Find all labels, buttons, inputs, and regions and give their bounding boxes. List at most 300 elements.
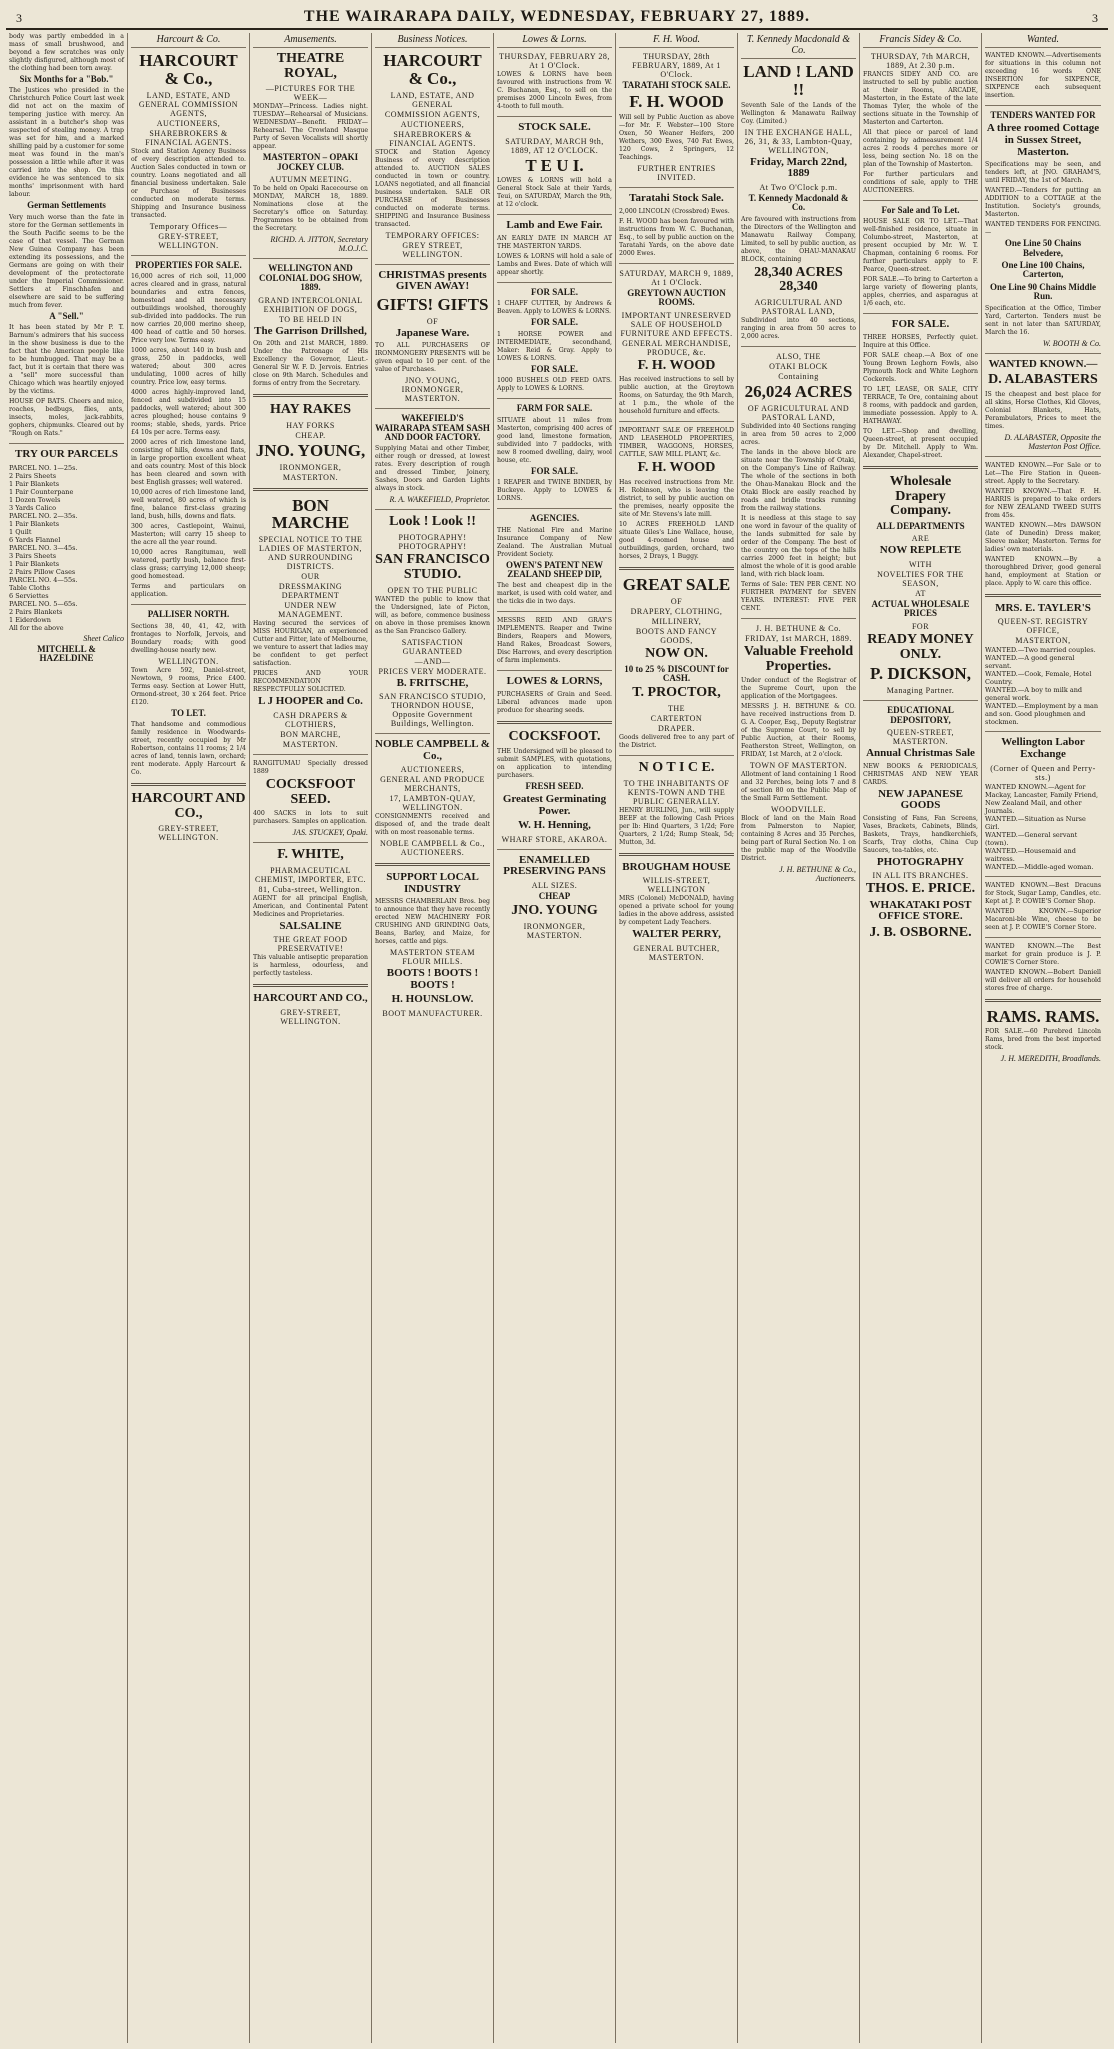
column-rule <box>619 421 734 422</box>
article-text: The Justices who presided in the Christchurch Police Court last week did not act on the maxim of tempering justice with mercy. An assistant in a butcher's shop was suspected of stealing money. A trap was set for him, and a marked shilling paid by a customer for some meat was found in the man's possession a little while after it was carried into the shop. On this evidence he was sentenced to six months' imprisonment with hard labour. <box>9 87 124 199</box>
ad-title: ALL DEPARTMENTS <box>876 521 965 532</box>
article-text: F. H. WOOD has been favoured with instructions from W. C. Buchanan, Esq., to sell by public auction on the Taratahi Yards, on the above date 2000 Ewes. <box>619 217 734 257</box>
double-rule <box>253 394 368 397</box>
ad-subtitle: PRICES VERY MODERATE. <box>378 666 487 676</box>
article-text: 4000 acres highly-improved land, fenced and subdivided into 15 paddocks, well watered; about 300 acres ploughed; house contains 9 rooms; stable, sheds, yards. Price £4 10s per acre. Terms easy. <box>131 389 246 437</box>
article-text: Very much worse than the fate in store for the German settlements in the South Pacific seems to be the case of that vessel. The German New Guinea Company has been extending its possessions, and the Germans are going on with their development of the protectorate under the Imperial Commissioner. Settlers at Finschhafen and elsewhere are said to be suffering much from fever. <box>9 213 124 309</box>
article-text: MRS (Colonel) McDONALD, having opened a private school for young ladies in the above address, assisted by competent Lady Teachers. <box>619 895 734 927</box>
article-text: AGENT for all principal English, American, and Continental Patent Medicines and Proprietaries. <box>253 894 368 918</box>
ad-subtitle: QUEEN-ST. REGISTRY OFFICE, <box>997 617 1089 636</box>
ad-subtitle: OF AGRICULTURAL AND PASTORAL LAND, <box>747 403 850 422</box>
ad-subtitle: SATISFACTION GUARANTEED <box>401 637 464 656</box>
ad-title: German Settlements <box>27 200 106 211</box>
ad-subtitle: PHOTOGRAPHY! PHOTOGRAPHY! <box>398 533 467 552</box>
ad-title: FARM FOR SALE. <box>516 403 593 414</box>
ad-title: PHOTOGRAPHY <box>876 855 965 868</box>
ad-subtitle: ALL SIZES. <box>531 880 578 890</box>
ad-title: GREAT SALE <box>622 575 731 595</box>
column-heading: Harcourt & Co. <box>131 33 246 48</box>
ad-title: RAMS. RAMS. <box>986 1006 1100 1026</box>
ad-title: Friday, March 22nd, 1889 <box>750 155 847 180</box>
ad-subtitle: HAY FORKS <box>286 420 335 430</box>
column-rule <box>863 200 978 201</box>
ad-title: Wellington Labor Exchange <box>1001 736 1085 761</box>
ad-title: W. H. Henning, <box>518 819 591 832</box>
ad-subtitle: THE <box>667 704 686 714</box>
ad-subtitle: SHAREBROKERS & FINANCIAL AGENTS. <box>145 128 232 147</box>
ad-subtitle: TOWN OF MASTERTON. <box>749 761 848 771</box>
ad-signature: RICHD. A. JITTON, Secretary M.O.J.C. <box>270 235 368 254</box>
ad-subtitle: DRAPER. <box>657 724 696 734</box>
ad-subtitle: TO BE HELD IN <box>278 314 342 324</box>
article-text: 10 ACRES FREEHOLD LAND situate Giles's Line Wallace, house, good 4-roomed house and outbuildings, garden, orchard, two horses, 2 Drays, 1 Buggy. <box>619 521 734 561</box>
article-text: Sections 38, 40, 41, 42, with frontages to Norfolk, Jervois, and Boundary roads; with good dwelling-house nearly new. <box>131 622 246 654</box>
column-rule <box>375 733 490 734</box>
ad-subtitle: COMMISSION AGENTS, <box>384 109 481 119</box>
ad-subtitle: WOODVILLE. <box>771 805 826 815</box>
double-rule <box>131 783 246 786</box>
column-rule <box>619 755 734 756</box>
column-rule <box>497 398 612 399</box>
column-rule <box>497 670 612 671</box>
ad-subtitle: TEMPORARY OFFICES: <box>385 230 480 240</box>
ad-title: SALSALINE <box>279 919 342 932</box>
list-item: Table Cloths <box>9 583 50 592</box>
column-7 <box>738 33 860 2043</box>
article-text: 1000 acres, about 140 in bush and grass, 250 in paddocks, well watered; about 300 acres undulating, 1000 acres of hilly country. Price low, easy terms. <box>131 347 246 387</box>
ad-title: LOWES & LORNS, <box>506 675 603 688</box>
ad-title: ACTUAL WHOLESALE PRICES <box>871 599 970 619</box>
ad-subtitle: WITH <box>909 560 932 570</box>
list-item: 1 Quilt <box>9 527 32 536</box>
article-text: WANTED.—Tenders for putting an ADDITION to a COTTAGE at the Institution. Society's grounds, Masterton. <box>985 187 1101 219</box>
column-5 <box>494 33 616 2043</box>
article-text: Allotment of land containing 1 Rood and 32 Perches, being lots 7 and 8 of section 80 on the Public Map of the Small Farm Settlement. <box>741 771 856 803</box>
article-text: body was partly embedded in a mass of small brushwood, and beyond a few scratches was only slightly disfigured, although most of the clothing had been torn away. <box>9 33 124 72</box>
ad-subtitle: (Corner of Queen and Perry-sts.) <box>990 763 1096 782</box>
list-item: WANTED.—Housemaid and waitress. <box>985 846 1076 863</box>
ad-subtitle: Containing <box>778 372 819 382</box>
list-item: PARCEL NO. 3—45s. <box>9 543 78 552</box>
column-heading: F. H. Wood. <box>619 33 734 48</box>
ad-title: READY MONEY ONLY. <box>867 631 974 662</box>
ad-title: LAND ! LAND !! <box>743 62 854 99</box>
list-item: WANTED.—Middle-aged woman. <box>985 862 1094 871</box>
ad-title: N O T I C E. <box>638 760 715 776</box>
ad-title: One Line 100 Chains, Carterton, <box>1001 259 1085 280</box>
article-text: AN EARLY DATE IN MARCH AT THE MASTERTON YARDS. <box>497 234 612 250</box>
article-text: 1 HORSE POWER and INTERMEDIATE, secondhand, Maker: Reid & Gray. Apply to LOWES & LORNS. <box>497 330 612 362</box>
ad-title: FRESH SEED. <box>525 780 584 791</box>
ad-subtitle: GENERAL BUTCHER, MASTERTON. <box>633 943 720 962</box>
article-text: The best and cheapest dip in the market, is used with cold water, and the ticks die in two days. <box>497 582 612 606</box>
ad-title: HARCOURT AND CO., <box>131 791 246 821</box>
article-text: MONDAY—Princess. Ladies night. TUESDAY—Rehearsal of Musicians. WEDNESDAY—Benefit. FRIDAY—Rehearsal. The Crowland Masque Party of Seven Vocalists will shortly appear. <box>253 103 368 151</box>
ad-title: THEATRE ROYAL, <box>276 51 345 81</box>
ad-subtitle: GREY-STREET, WELLINGTON. <box>280 1008 341 1027</box>
columns-container <box>6 33 1108 2043</box>
ad-title: T E U I. <box>525 155 584 175</box>
list-item: WANTED.—A good general servant. <box>985 654 1075 671</box>
article-text: Town Acre 592, Daniel-street, Newtown, 9 rooms, Price £400. Terms easy. Section at Lower Hutt, Ormond-street, 30 x 264 feet. Price £120. <box>131 666 246 706</box>
ad-title: J. B. OSBORNE. <box>869 924 972 940</box>
list-item: WANTED.—A boy to milk and general work. <box>985 686 1083 703</box>
ad-subtitle: WHARF STORE, AKAROA. <box>501 834 608 844</box>
double-rule <box>863 466 978 469</box>
column-rule <box>253 258 368 259</box>
column-rule <box>985 731 1101 732</box>
article-text: 300 acres, Castlepoint, Wainui, Masterton; will carry 15 sheep to the acre all the year round. <box>131 523 246 547</box>
article-text: 400 SACKS in lots to suit purchasers. Samples on application. <box>253 810 368 826</box>
column-rule <box>9 443 124 444</box>
column-rule <box>619 263 734 264</box>
article-text: WANTED KNOWN.—Bobert Daniell will deliver all orders for household stores free of charge. <box>985 968 1101 992</box>
double-rule <box>253 488 368 491</box>
ad-title: AGENCIES. <box>529 513 580 524</box>
ad-title: PROPERTIES FOR SALE. <box>135 259 242 270</box>
list-item: 1 Pair Blankets <box>9 559 60 568</box>
list-item: WANTED.—Situation as Nurse Girl. <box>985 814 1086 831</box>
column-rule <box>985 937 1101 938</box>
ad-subtitle: GENERAL MERCHANDISE, PRODUCE, &c. <box>622 338 731 357</box>
ad-subtitle: Temporary Offices— <box>149 221 228 231</box>
column-rule <box>985 353 1101 354</box>
ad-subtitle: DRESSMAKING DEPARTMENT <box>278 582 343 601</box>
article-text: LOWES & LORNS will hold a sale of Lambs and Ewes. Date of which will appear shortly. <box>497 252 612 276</box>
ad-title: FOR SALE. <box>891 318 950 331</box>
article-text: IS the cheapest and best place for all skins, Horse Clothes, Kid Gloves, Colonial Blankets, Hats, Perambulators, Prices to meet the times. <box>985 390 1101 430</box>
column-rule <box>863 313 978 314</box>
ad-title: JNO. YOUNG <box>511 903 598 919</box>
ad-title: BON MARCHE <box>271 495 350 533</box>
article-text: FOR SALE.—To bring to Carterton a large variety of flowering plants, apples, cherries, and asparagus at 1/6 each, etc. <box>863 276 978 308</box>
article-text: Having secured the services of MISS HOURIGAN, an experienced Cutter and Fitter, late of Melbourne, we venture to assert that ladies may be confident to get perfect satisfaction. <box>253 620 368 668</box>
ad-subtitle: At Two O'Clock p.m. <box>759 182 838 192</box>
list-item: 3 Yards Calico <box>9 503 57 512</box>
ad-title: Look ! Look !! <box>389 514 476 530</box>
page-number-right: 3 <box>1091 11 1098 25</box>
ad-list <box>985 646 1101 726</box>
ad-subtitle: GREY-STREET, WELLINGTON. <box>158 824 219 843</box>
article-text: All that piece or parcel of land containing by admeasurement 1/4 acres 2 roods 4 perches more or less, being section No. 18 on the plan of the Township of Masterton. <box>863 129 978 168</box>
article-text: FOR SALE.—60 Purebred Lincoln Rams, bred from the best imported stock. <box>985 1028 1101 1052</box>
ad-subtitle: 81, Cuba-street, Wellington. <box>258 884 363 894</box>
article-text: HOUSE SALE OR TO LET.—That well-finished residence, situate in Columbo-street, Masterton, at present occupied by Mr. W. T. Chapman, containing 6 rooms. For further particulars apply to F. Pearce, Queen-street. <box>863 218 978 274</box>
article-text: NEW BOOKS & PERIODICALS, CHRISTMAS AND NEW YEAR CARDS. <box>863 762 978 786</box>
ad-subtitle: UNDER NEW MANAGEMENT. <box>278 601 343 620</box>
ad-subtitle: OF <box>670 596 683 606</box>
article-text: HOUSE OF BATS. Cheers and mice, roaches, bedbugs, flies, ants, insects, moles, jack-rabbits, gophers, chipmunks. Cleared out by "Rough on Rats." <box>9 398 124 438</box>
list-item: 2 Pairs Pillow Cases <box>9 567 76 576</box>
page-number-left: 3 <box>16 11 22 25</box>
ad-title: One Line 90 Chains Middle Run. <box>989 281 1097 302</box>
ad-title: A "Sell." <box>49 310 84 321</box>
article-text: WANTED KNOWN.—By a thoroughbred Driver, good general hand, employment at Station or place. Apply to W. care this office. <box>985 555 1101 587</box>
article-text: That handsome and commodious family residence in Woodwards-street, recently occupied by Mr Robertson, contains 11 rooms; 2 1/4 acres of land, tennis lawn, orchard; rent moderate. Apply Harcourt & Co. <box>131 721 246 776</box>
column-heading: Business Notices. <box>375 33 490 48</box>
ad-subtitle: MASTERTON. <box>282 472 339 482</box>
column-rule <box>497 849 612 850</box>
ad-signature: D. ALABASTER, Opposite the Masterton Post Office. <box>1004 432 1101 451</box>
article-text: WANTED KNOWN.—For Sale or to Let—The Fire Station in Queen-street. Apply to the Secretary. <box>985 461 1101 485</box>
ad-subtitle: GENERAL AND PRODUCE MERCHANTS, <box>380 775 485 794</box>
article-text: Seventh Sale of the Lands of the Wellington & Manawatu Railway Coy. (Limited.) <box>741 101 856 125</box>
newspaper-title: THE WAIRARAPA DAILY, WEDNESDAY, FEBRUARY 27, 1889. <box>303 8 811 25</box>
article-text: 2000 acres of rich limestone land, consisting of hills, downs and flats, in large proportion excellent wheat and oats country. Most of this block has been cleared and sown with best English grasses; well watered. <box>131 439 246 487</box>
ad-subtitle: ALSO, THE <box>776 352 821 362</box>
ad-subtitle: AUTUMN MEETING. <box>269 175 352 185</box>
article-text: 2,000 LINCOLN (Crossbred) Ewes. <box>619 207 730 215</box>
column-rule <box>985 876 1101 877</box>
ad-title: D. ALABASTERS <box>988 372 1098 388</box>
ad-title: FOR SALE. <box>530 317 578 328</box>
column-8 <box>860 33 982 2043</box>
ad-title: SAN FRANCISCO STUDIO. <box>375 552 490 582</box>
article-text: STOCK and Station Agency Business of every description attended to. AUCTION SALES conducted in town or country. LOANS negotiated, and all financial business undertaken. SALE OR PURCHASE of Businesses conducted on moderate terms. SHIPPING and Insurance Business transacted. <box>375 148 490 228</box>
ad-subtitle: WELLINGTON. <box>158 656 219 666</box>
ad-subtitle: OUR <box>301 572 320 582</box>
article-text: TO LET, LEASE, OR SALE, CITY TERRACE, Te Ore, containing about 8 rooms, with paddock and garden, immediate possession. Apply to A. HATHAWAY. <box>863 385 978 425</box>
ad-title: One Line 50 Chains Belvedere, <box>1004 238 1082 258</box>
article-text: It is needless at this stage to say one word in favour of the quality of the lands submitted for sale by order of the Company. The best of the country on the tops of the hills carries 2000 feet in height; but almost the whole of it is good arable land, with rich black loam. <box>741 514 856 578</box>
column-heading: Amusements. <box>253 33 368 48</box>
ad-signature: R. A. WAKEFIELD, Proprietor. <box>389 495 490 505</box>
ad-subtitle: AUCTIONEERS, <box>400 765 465 775</box>
ad-title: NOW REPLETE <box>879 544 962 557</box>
ad-subtitle: SPECIAL NOTICE TO THE LADIES OF MASTERTON, AND SURROUNDING DISTRICTS. <box>258 535 363 572</box>
ad-subtitle: —AND— <box>414 656 451 666</box>
ad-subtitle: FURTHER ENTRIES INVITED. <box>637 164 716 183</box>
ad-subtitle: TO THE INHABITANTS OF KENTS-TOWN AND THE PUBLIC GENERALLY. <box>623 778 730 806</box>
article-text: Consisting of Fans, Fan Screens, Vases, Brackets, Cabinets, Blinds, Baskets, Trays, handkerchiefs, Scarfs, Tray cloths, China Cup Saucers, tea-tables, etc. <box>863 814 978 854</box>
column-rule <box>131 604 246 605</box>
ad-title: THOS. E. PRICE. <box>865 881 976 897</box>
article-text: Has received instructions to sell by public auction, at the Greytown Rooms, on Saturday, the 9th March, at 1 p.m., the whole of the household furniture and effects. <box>619 376 734 416</box>
column-4 <box>372 33 494 2043</box>
list-item: 1 Dozen Towels <box>9 495 61 504</box>
article-text: The lands in the above block are situate near the Township of Otaki, on the Company's Line of Railway. The whole of the sections in both the Ohau-Manakau Block and the Otaki Block are easily reached by roads and bridle tracks running from the railway stations. <box>741 448 856 512</box>
column-rule <box>497 116 612 117</box>
column-rule <box>497 611 612 612</box>
ad-title: F. WHITE, <box>277 847 344 863</box>
ad-signature: JAS. STUCKEY, Opaki. <box>292 828 368 838</box>
article-text: This valuable antiseptic preparation is harmless, odourless, and perfectly tasteless. <box>253 954 368 978</box>
column-9 <box>982 33 1104 2043</box>
article-text: Are favoured with instructions from the Directors of the Wellington and Manawatu Railway Company, Limited, to sell by public auction, as above, the OHAU-MANAKAU BLOCK, containing <box>741 215 856 263</box>
ad-title: FOR SALE. <box>530 465 578 476</box>
ad-subtitle: —PICTURES FOR THE WEEK— <box>265 84 356 103</box>
ad-title: WELLINGTON AND COLONIAL DOG SHOW, 1889. <box>259 263 362 293</box>
masthead <box>6 4 1108 30</box>
list-item: PARCEL NO. 1—25s. <box>9 463 78 472</box>
ad-title: Taratahi Stock Sale. <box>629 192 724 205</box>
list-item: WANTED.—Two married couples. <box>985 646 1096 655</box>
list-item: 2 Pairs Sheets <box>9 471 57 480</box>
ad-subtitle: IN ALL ITS BRANCHES. <box>872 871 969 881</box>
ad-title: WAKEFIELD'S WAIRARAPA STEAM SASH AND DOOR FACTORY. <box>375 413 490 443</box>
list-item: 6 Yards Flannel <box>9 535 61 544</box>
article-text: 16,000 acres of rich soil, 11,000 acres cleared and in grass, natural boundaries and extra fences, homestead and all necessary outbuildings woolshed, thoroughly sub-divided into paddocks. The run now carries 20,000 merino sheep, 400 head of cattle and 50 horses. Price very low. Terms easy. <box>131 273 246 345</box>
column-6 <box>616 33 738 2043</box>
column-rule <box>375 264 490 265</box>
ad-signature: J. H. BETHUNE & Co., Auctioneers. <box>779 865 856 884</box>
article-text: WANTED KNOWN.—That F. H. HARRIS is prepared to take orders for NEW ZEALAND TWEED SUITS from 45s. <box>985 487 1101 519</box>
ad-title: CHEAP <box>538 890 571 901</box>
ad-title: BROUGHAM HOUSE <box>622 860 731 873</box>
article-text: SITUATE about 11 miles from Masterton, comprising 400 acres of good land, limestone formation, subdivided into 7 paddocks, with new 8 roomed dwelling, dairy, wool house, etc. <box>497 416 612 464</box>
ad-title: EDUCATIONAL DEPOSITORY, <box>887 705 954 725</box>
ad-subtitle: FOR <box>911 621 930 631</box>
ad-title: GREYTOWN AUCTION ROOMS. <box>627 287 726 308</box>
ad-subtitle: AUCTIONEERS, <box>400 119 465 129</box>
ad-subtitle: IRONMONGER, MASTERTON. <box>523 921 586 940</box>
article-text: PURCHASERS of Grain and Seed. Liberal advances made upon produce for shearing seeds. <box>497 690 612 714</box>
column-heading: Francis Sidey & Co. <box>863 33 978 48</box>
ad-subtitle: AUCTIONEERS, <box>156 118 221 128</box>
article-text: FOR SALE cheap.—A Box of one Young Brown Leghorn Fowls, also Plymouth Rock and White Leghorn Cockerels. <box>863 351 978 383</box>
ad-title: Six Months for a "Bob." <box>19 74 114 84</box>
ad-title: F. H. WOOD <box>637 357 716 373</box>
article-text: PRICES AND YOUR RECOMMENDATION RESPECTFULLY SOLICITED. <box>253 670 368 694</box>
ad-subtitle: OF <box>426 316 439 326</box>
ad-title: HARCOURT & Co., <box>139 51 238 88</box>
article-text: Under conduct of the Registrar of the Supreme Court, upon the application of the Mortgagees. <box>741 677 856 701</box>
ad-subtitle: JNO. YOUNG, IRONMONGER, MASTERTON. <box>401 376 464 404</box>
column-rule <box>253 754 368 755</box>
double-rule <box>375 863 490 866</box>
column-rule <box>497 508 612 509</box>
ad-subtitle: AT <box>915 589 926 599</box>
ad-subtitle: OTAKI BLOCK <box>769 362 828 372</box>
ad-subtitle: AGRICULTURAL AND PASTORAL LAND, <box>754 298 843 317</box>
ad-title: WALTER PERRY, <box>632 928 721 941</box>
ad-title: NOBLE CAMPBELL & Co., <box>375 738 490 762</box>
ad-title: T. Kennedy Macdonald & Co. <box>748 192 849 213</box>
article-text: WANTED KNOWN.—Mrs DAWSON (late of Dunedin) Dress maker, Sleeve maker, Masterton. Terms for ladies' own materials. <box>985 521 1101 553</box>
article-text: Subdivided into 40 sections, ranging in area from 50 acres to 2,000 acres. <box>741 317 856 341</box>
ad-subtitle: IN THE EXCHANGE HALL, 26, 31, & 33, Lambton-Quay, WELLINGTON, <box>744 127 853 155</box>
ad-title: HARCOURT AND CO., <box>253 992 368 1005</box>
column-rule <box>863 700 978 701</box>
ad-subtitle: MASTERTON. <box>282 739 339 749</box>
ad-subtitle: IMPORTANT UNRESERVED SALE OF HOUSEHOLD FURNITURE AND EFFECTS. <box>620 310 733 338</box>
article-text: WANTED TENDERS FOR FENCING.— <box>985 221 1101 237</box>
ad-title: FOR SALE. <box>530 363 578 374</box>
ad-title: B. FRITSCHE, <box>396 676 469 689</box>
ad-subtitle: PHARMACEUTICAL CHEMIST, IMPORTER, ETC. <box>254 865 367 884</box>
column-rule <box>253 842 368 843</box>
ad-subtitle: SATURDAY, MARCH 9th, 1889, AT 12 O'CLOCK. <box>505 136 604 155</box>
ad-title: HARCOURT & Co., <box>383 51 482 88</box>
article-text: Stock and Station Agency Business of every description attended to. Auction Sales conducted in town or country. Loans negotiated and all financial business undertaken. Sale or Purchase of Businesses conducted on moderate terms. Shipping and Insurance business transacted. <box>131 147 246 219</box>
article-text: 1 CHAFF CUTTER, by Andrews & Beaven. Apply to LOWES & LORNS. <box>497 300 612 316</box>
ad-title: BOOTS ! BOOTS ! BOOTS ! <box>386 967 479 991</box>
column-rule <box>497 214 612 215</box>
article-text: LOWES & LORNS have been favoured with instructions from W. C. Buchanan, Esq., to sell on the premises 2000 Lincoln Ewes, from 4-tooth to full mouth. <box>497 71 612 110</box>
ad-title: For Sale and To Let. <box>881 205 960 215</box>
ad-subtitle: MILLINERY, <box>651 616 702 626</box>
list-item: 1 Pair Counterpane <box>9 487 74 496</box>
article-text: Block of land on the Main Road from Palmerston to Napier, containing 8 Acres and 35 Perches, being part of Rural Section No. 1 on the public map of the Woodville District. <box>741 815 856 863</box>
column-1 <box>6 33 128 2043</box>
ad-title: P. DICKSON, <box>870 664 971 684</box>
list-item: 2 Pairs Blankets <box>9 607 63 616</box>
article-text: Supplying Matai and other Timber, either rough or dressed, at lowest rates. Every description of rough and dressed Timber, Joinery, Sashes, Doors and Garden Lights always in stock. <box>375 445 490 493</box>
article-text: FRANCIS SIDEY AND CO. are instructed to sell by public auction at their Rooms, ARCADE, Masterton, in the Estate of the late Thomas Tyler, the whole of the sections situate in the Township of Masterton and Carterton. <box>863 71 978 126</box>
ad-subtitle: SHAREBROKERS & FINANCIAL AGENTS. <box>389 129 476 148</box>
article-text: WANTED KNOWN.—Advertisements for situations in this column not exceeding 16 words ONE INSERTION for SIXPENCE, SIXPENCE each subsequent insertion. <box>985 52 1101 99</box>
ad-subtitle: LAND, ESTATE, AND GENERAL COMMISSION AGENTS, <box>138 90 239 118</box>
article-text: TO ALL PURCHASERS OF IRONMONGERY PRESENTS will be given equal to 10 per cent. of the value of Purchases. <box>375 342 490 374</box>
ad-title: ENAMELLED PRESERVING PANS <box>503 853 606 878</box>
list-item: PARCEL NO. 2—35s. <box>9 511 78 520</box>
article-text: It has been stated by Mr P. T. Barnum's admirers that his success in the show business is due to the fact that the American people like to be humbugged. That may be a fact, but it is certain that there was a "sell" more successful than Chicago which was heartily enjoyed by the victims. <box>9 324 124 396</box>
ad-subtitle: GRAND INTERCOLONIAL EXHIBITION OF DOGS, <box>258 295 363 314</box>
ad-title: Valuable Freehold Properties. <box>743 643 854 674</box>
ad-title: TENDERS WANTED FOR <box>990 110 1096 120</box>
column-rule <box>985 456 1101 457</box>
article-text: For further particulars and conditions of sale, apply to THE AUCTIONEERS. <box>863 171 978 194</box>
double-rule <box>619 853 734 856</box>
ad-subtitle: THURSDAY, 7th MARCH, 1889, At 2.30 p.m. <box>870 52 971 70</box>
list-item: 1 Eiderdown <box>9 615 51 624</box>
column-heading: Lowes & Lorns. <box>497 33 612 48</box>
ad-subtitle: THE GREAT FOOD PRESERVATIVE! <box>273 935 348 954</box>
article-text: WANTED the public to know that the Undersigned, late of Picton, will, as before, commence business on above in those premises known as the San Francisco Gallery. <box>375 595 490 635</box>
column-rule <box>375 509 490 510</box>
ad-title: Lamb and Ewe Fair. <box>506 219 603 232</box>
ad-signature: J. H. MEREDITH, Broadlands. <box>1000 1054 1101 1064</box>
double-rule <box>497 721 612 724</box>
double-rule <box>985 999 1101 1002</box>
ad-subtitle: IRONMONGER, <box>279 462 342 472</box>
ad-subtitle: THURSDAY, FEBRUARY 28, At 1 O'Clock. <box>499 52 610 70</box>
list-item: WANTED.—Cook, Female, Hotel Country. <box>985 670 1092 687</box>
ad-subtitle: BOOTS AND FANCY GOODS, <box>635 626 718 645</box>
article-text: WANTED KNOWN.—The Best market for grain produce is J. P. COWIE'S Corner Store. <box>985 942 1101 966</box>
column-rule <box>375 408 490 409</box>
ad-title: Annual Christmas Sale <box>866 747 975 759</box>
article-text: Will sell by Public Auction as above—for Mr. F. Webster—100 Store Oxen, 50 Weaner Heifers, 200 Wethers, 300 Ewes, 740 Fat Ewes, 120 Cows, 2 Springers, 12 Teachings. <box>619 114 734 162</box>
ad-signature: W. BOOTH & Co. <box>1042 338 1101 348</box>
column-heading: T. Kennedy Macdonald & Co. <box>741 33 856 59</box>
article-text: HENRY BURLING, Jun., will supply BEEF at the following Cash Prices per lb: Hind Quarters, 3 1/2d; Fore Quarters, 2 1/2d; Rump Steak, 5d; Mutton, 3d. <box>619 806 734 846</box>
list-item: WANTED.—General servant (town). <box>985 830 1078 847</box>
ad-subtitle: 17, LAMBTON-QUAY, WELLINGTON. <box>389 794 476 813</box>
ad-list <box>985 783 1101 871</box>
ad-title: FOR SALE. <box>530 286 578 297</box>
article-text: Has received instructions from Mr. H. Robinson, who is leaving the district, to sell by public auction on the premises, nearly opposite the site of Mr. Stevens's late mill. <box>619 479 734 519</box>
ad-subtitle: CHEAP. <box>295 430 326 440</box>
list-item: PARCEL NO. 5—65s. <box>9 599 78 608</box>
ad-subtitle: THURSDAY, 28th FEBRUARY, 1889, At 1 O'Clock. <box>632 52 721 79</box>
ad-title: TO LET. <box>171 707 206 718</box>
ad-title: F. H. WOOD <box>637 460 716 476</box>
article-text: 1 REAPER and TWINE BINDER, by Buckeye. Apply to LOWES & LORNS. <box>497 479 612 503</box>
ad-subtitle: BON MARCHE, <box>280 729 341 739</box>
ad-subtitle: SATURDAY, MARCH 9, 1889, At 1 O'Clock. <box>619 268 734 287</box>
ad-title: MRS. E. TAYLER'S <box>995 601 1091 614</box>
list-item: 1 Pair Blankets <box>9 519 60 528</box>
column-rule <box>131 255 246 256</box>
ad-subtitle: GREY-STREET, WELLINGTON. <box>158 231 219 250</box>
column-rule <box>985 105 1101 106</box>
ad-title: 10 to 25 % DISCOUNT for CASH. <box>624 663 729 684</box>
ad-title: HAY RAKES <box>269 402 352 418</box>
article-text: 10,000 acres of rich limestone land, well watered, 80 acres of which is fine, balance first-class grazing land, bush, hills, downs and flats. <box>131 489 246 521</box>
ad-title: MITCHELL & HAZELDINE <box>37 643 96 664</box>
ad-title: A three roomed Cottage in Sussex Street, Masterton. <box>986 122 1100 158</box>
